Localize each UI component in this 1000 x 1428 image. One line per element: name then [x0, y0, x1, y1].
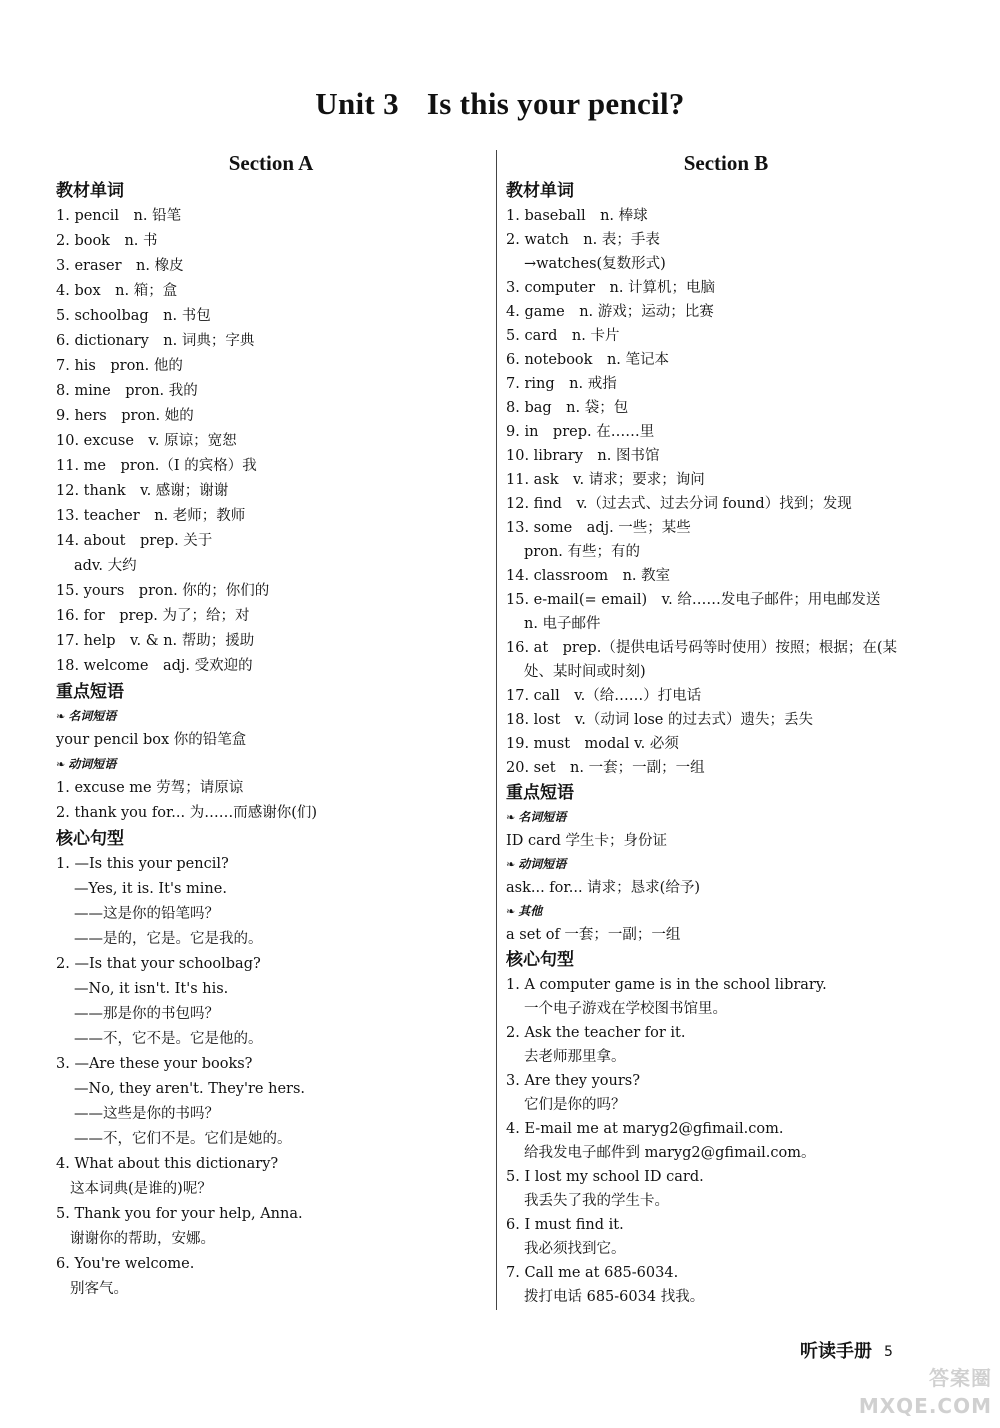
vocab-item: 3. eraser n. 橡皮 — [56, 258, 184, 274]
unit-label: Unit 3 — [315, 86, 399, 121]
phrase-item: 1. excuse me 劳驾；请原谅 — [56, 780, 244, 796]
noun-phrases-label: ❧ 名词短语 — [506, 810, 567, 824]
section-b-vocab-list — [506, 204, 946, 780]
section-a-phrases-heading: 重点短语 — [56, 682, 124, 702]
vocab-item: 19. must modal v. 必须 — [506, 736, 679, 752]
sentence-line: 4. E-mail me at maryg2@gfimail.com. — [506, 1121, 784, 1137]
vocab-item: 1. baseball n. 棒球 — [506, 208, 648, 224]
vocab-item: 10. library n. 图书馆 — [506, 448, 660, 464]
vocab-item: 18. lost v.（动词 lose 的过去式）遗失；丢失 — [506, 712, 813, 728]
noun-phrases-label: ❧ 名词短语 — [56, 709, 117, 723]
vocab-item-continued: pron. 有些；有的 — [524, 544, 640, 560]
vocab-item: 9. in prep. 在……里 — [506, 424, 655, 440]
sentence-line: 别客气。 — [70, 1281, 128, 1297]
vocab-item: 11. me pron.（I 的宾格）我 — [56, 458, 257, 474]
sentence-line: ——那是你的书包吗？ — [74, 1006, 219, 1022]
section-b — [506, 148, 946, 1309]
section-a-vocab-heading: 教材单词 — [56, 181, 124, 201]
sentence-line: 1. A computer game is in the school library. — [506, 977, 827, 993]
vocab-item: 2. book n. 书 — [56, 233, 158, 249]
vocab-item: 4. game n. 游戏；运动；比赛 — [506, 304, 714, 320]
watermark-logo — [842, 1364, 992, 1420]
section-a-sentences-heading: 核心句型 — [56, 829, 124, 849]
sentence-line: —No, it isn't. It's his. — [74, 981, 229, 997]
section-b-title: Section B — [683, 151, 769, 175]
phrase-item: a set of 一套；一副；一组 — [506, 927, 681, 943]
vocab-item-continued: →watches(复数形式) — [524, 256, 666, 272]
sentence-line: 5. Thank you for your help, Anna. — [56, 1206, 303, 1222]
vocab-item: 6. dictionary n. 词典；字典 — [56, 333, 255, 349]
marker-icon: ❧ — [56, 758, 66, 771]
vocab-item: 8. bag n. 袋；包 — [506, 400, 629, 416]
sentence-line: 我丢失了我的学生卡。 — [524, 1193, 669, 1209]
sentence-line: 6. I must find it. — [506, 1217, 624, 1233]
vocab-item: 2. watch n. 表；手表 — [506, 232, 660, 248]
marker-icon: ❧ — [506, 858, 516, 871]
vocab-item: 9. hers pron. 她的 — [56, 408, 194, 424]
column-divider — [496, 150, 497, 1310]
vocab-item: 15. yours pron. 你的；你们的 — [56, 583, 270, 599]
vocab-item: 13. teacher n. 老师；教师 — [56, 508, 246, 524]
vocab-item: 10. excuse v. 原谅；宽恕 — [56, 433, 237, 449]
vocab-item: 17. call v.（给……）打电话 — [506, 688, 702, 704]
sentence-line: 这本词典(是谁的)呢？ — [70, 1181, 212, 1197]
sentence-line: ——是的，它是。它是我的。 — [74, 931, 263, 947]
sentence-line: 2. Ask the teacher for it. — [506, 1025, 686, 1041]
section-a-title: Section A — [228, 151, 314, 175]
phrase-item: 2. thank you for... 为……而感谢你(们) — [56, 805, 318, 821]
sentence-line: 2. —Is that your schoolbag? — [56, 956, 261, 972]
vocab-item: 4. box n. 箱；盒 — [56, 283, 178, 299]
sentence-line: 7. Call me at 685-6034. — [506, 1265, 679, 1281]
page-title — [0, 86, 1000, 122]
marker-icon: ❧ — [506, 905, 516, 918]
unit-question: Is this your pencil? — [426, 86, 685, 121]
vocab-item: 17. help v. & n. 帮助；援助 — [56, 633, 255, 649]
sentence-line: 去老师那里拿。 — [524, 1049, 626, 1065]
vocab-item: 13. some adj. 一些；某些 — [506, 520, 691, 536]
sentence-line: 4. What about this dictionary? — [56, 1156, 279, 1172]
vocab-item: 5. schoolbag n. 书包 — [56, 308, 211, 324]
sentence-line: ——不，它不是。它是他的。 — [74, 1031, 263, 1047]
sentence-line: 拨打电话 685-6034 找我。 — [524, 1289, 705, 1305]
sentence-line: 一个电子游戏在学校图书馆里。 — [524, 1001, 727, 1017]
vocab-item: 15. e-mail(= email) v. 给……发电子邮件；用电邮发送 — [506, 592, 881, 608]
vocab-item: 12. find v.（过去式、过去分词 found）找到；发现 — [506, 496, 852, 512]
vocab-item: 12. thank v. 感谢；谢谢 — [56, 483, 229, 499]
vocab-item: 16. at prep.（提供电话号码等时使用）按照；根据；在(某 — [506, 640, 897, 656]
verb-phrases-label: ❧ 动词短语 — [506, 857, 567, 871]
verb-phrases-label: ❧ 动词短语 — [56, 757, 117, 771]
vocab-item-continued: 处、某时间或时刻) — [524, 664, 646, 680]
page-footer — [800, 1337, 893, 1367]
vocab-item: 14. classroom n. 教室 — [506, 568, 671, 584]
watermark-line1: 答案圈 — [929, 1366, 992, 1390]
vocab-item: 7. his pron. 他的 — [56, 358, 183, 374]
marker-icon: ❧ — [506, 811, 516, 824]
vocab-item: 7. ring n. 戒指 — [506, 376, 617, 392]
vocab-item: 1. pencil n. 铅笔 — [56, 208, 182, 224]
sentence-line: —No, they aren't. They're hers. — [74, 1081, 306, 1097]
sentence-line: 3. —Are these your books? — [56, 1056, 253, 1072]
sentence-line: ——不，它们不是。它们是她的。 — [74, 1131, 292, 1147]
vocab-item: 3. computer n. 计算机；电脑 — [506, 280, 716, 296]
sentence-line: 3. Are they yours? — [506, 1073, 640, 1089]
vocab-item: 11. ask v. 请求；要求；询问 — [506, 472, 705, 488]
vocab-item: 5. card n. 卡片 — [506, 328, 620, 344]
section-b-sentences-heading: 核心句型 — [506, 950, 574, 970]
phrase-item: ID card 学生卡；身份证 — [506, 833, 668, 849]
book-name: 听读手册 — [800, 1341, 872, 1362]
sentence-line: 它们是你的吗？ — [524, 1097, 626, 1113]
sentence-line: ——这些是你的书吗？ — [74, 1106, 219, 1122]
sentence-line: 给我发电子邮件到 maryg2@gfimail.com。 — [524, 1145, 816, 1161]
marker-icon: ❧ — [56, 710, 66, 723]
vocab-item: 18. welcome adj. 受欢迎的 — [56, 658, 253, 674]
sentence-line: 6. You're welcome. — [56, 1256, 195, 1272]
sentence-line: 1. —Is this your pencil? — [56, 856, 229, 872]
other-label: ❧ 其他 — [506, 904, 543, 918]
vocab-item: 8. mine pron. 我的 — [56, 383, 198, 399]
section-a — [56, 148, 486, 1302]
vocab-item-continued: n. 电子邮件 — [524, 616, 601, 632]
sentence-line: 5. I lost my school ID card. — [506, 1169, 704, 1185]
section-b-vocab-heading: 教材单词 — [506, 181, 574, 201]
phrase-item: ask... for... 请求；恳求(给予) — [506, 880, 700, 896]
sentence-line: 谢谢你的帮助，安娜。 — [70, 1231, 215, 1247]
vocab-item: 6. notebook n. 笔记本 — [506, 352, 670, 368]
vocab-item: 14. about prep. 关于 — [56, 533, 213, 549]
sentence-line: —Yes, it is. It's mine. — [74, 881, 227, 897]
sentence-line: 我必须找到它。 — [524, 1241, 626, 1257]
phrase-item: your pencil box 你的铅笔盒 — [56, 732, 247, 748]
vocab-item: 20. set n. 一套；一副；一组 — [506, 760, 705, 776]
page-number: 5 — [884, 1344, 893, 1360]
vocab-item-continued: adv. 大约 — [74, 558, 137, 574]
section-a-vocab-list — [56, 204, 486, 679]
section-b-phrases-heading: 重点短语 — [506, 783, 574, 803]
watermark-line2: MXQE.COM — [858, 1394, 992, 1418]
vocab-item: 16. for prep. 为了；给；对 — [56, 608, 250, 624]
sentence-line: ——这是你的铅笔吗？ — [74, 906, 219, 922]
